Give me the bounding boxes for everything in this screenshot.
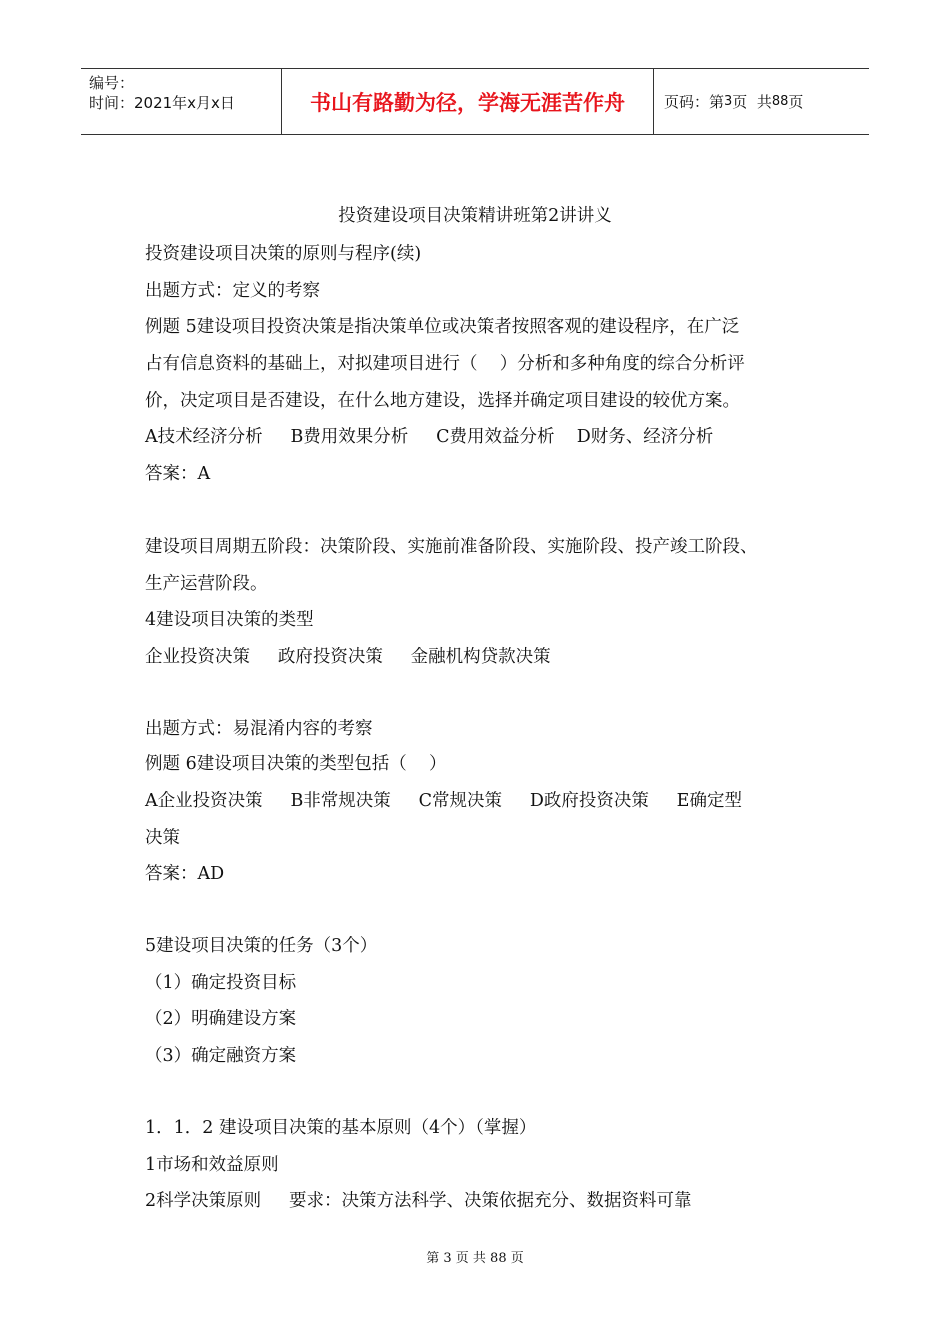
header-page-info xyxy=(654,69,869,134)
section-heading: 投资建设项目决策的原则与程序(续) xyxy=(145,244,422,264)
task-2: （2）明确建设方案 xyxy=(145,1009,297,1029)
page-header xyxy=(81,68,869,135)
project-cycle-line-2: 生产运营阶段。 xyxy=(145,574,268,594)
page-number: 3 xyxy=(724,94,733,109)
example-5-answer: 答案：A xyxy=(145,464,211,484)
page-suffix: 页 xyxy=(788,93,804,111)
page-mid: 页 共 xyxy=(732,93,772,111)
page-prefix: 页码：第 xyxy=(664,93,725,111)
example-5-line-1: 例题 5建设项目投资决策是指决策单位或决策者按照客观的建设程序，在广泛 xyxy=(145,317,740,337)
decision-types-heading: 4建设项目决策的类型 xyxy=(145,610,314,630)
header-motto: 书山有路勤为径，学海无涯苦作舟 xyxy=(282,69,654,134)
question-style: 出题方式：定义的考察 xyxy=(145,281,320,301)
document-title: 投资建设项目决策精讲班第2讲讲义 xyxy=(338,206,612,226)
decision-types-list: 企业投资决策 政府投资决策 金融机构贷款决策 xyxy=(145,647,551,667)
decision-tasks-heading: 5建设项目决策的任务（3个） xyxy=(145,936,378,956)
question-style-2: 出题方式：易混淆内容的考察 xyxy=(145,719,373,739)
example-5-line-3: 价，决定项目是否建设，在什么地方建设，选择并确定项目建设的较优方案。 xyxy=(145,391,740,411)
code-label: 编号： xyxy=(89,74,135,92)
example-6-question: 例题 6建设项目决策的类型包括（ ） xyxy=(145,754,447,774)
example-6-options: A企业投资决策 B非常规决策 C常规决策 D政府投资决策 E确定型 xyxy=(145,791,742,811)
page-footer: 第 3 页 共 88 页 xyxy=(426,1251,524,1266)
page-total: 88 xyxy=(771,94,789,109)
example-5-line-2: 占有信息资料的基础上，对拟建项目进行（ ）分析和多种角度的综合分析评 xyxy=(145,354,745,374)
task-1: （1）确定投资目标 xyxy=(145,973,297,993)
time-label: 时间：2021年x月x日 xyxy=(89,94,235,112)
project-cycle-line-1: 建设项目周期五阶段：决策阶段、实施前准备阶段、实施阶段、投产竣工阶段、 xyxy=(145,537,758,557)
example-6-answer: 答案：AD xyxy=(145,864,225,884)
example-6-options-cont: 决策 xyxy=(145,828,180,848)
task-3: （3）确定融资方案 xyxy=(145,1046,297,1066)
principles-heading: 1．1．2 建设项目决策的基本原则（4个）（掌握） xyxy=(145,1118,537,1138)
example-5-options: A技术经济分析 B费用效果分析 C费用效益分析 D财务、经济分析 xyxy=(145,427,714,447)
header-meta xyxy=(81,69,282,134)
principle-1: 1市场和效益原则 xyxy=(145,1155,279,1175)
principle-2: 2科学决策原则 要求：决策方法科学、决策依据充分、数据资料可靠 xyxy=(145,1191,692,1211)
